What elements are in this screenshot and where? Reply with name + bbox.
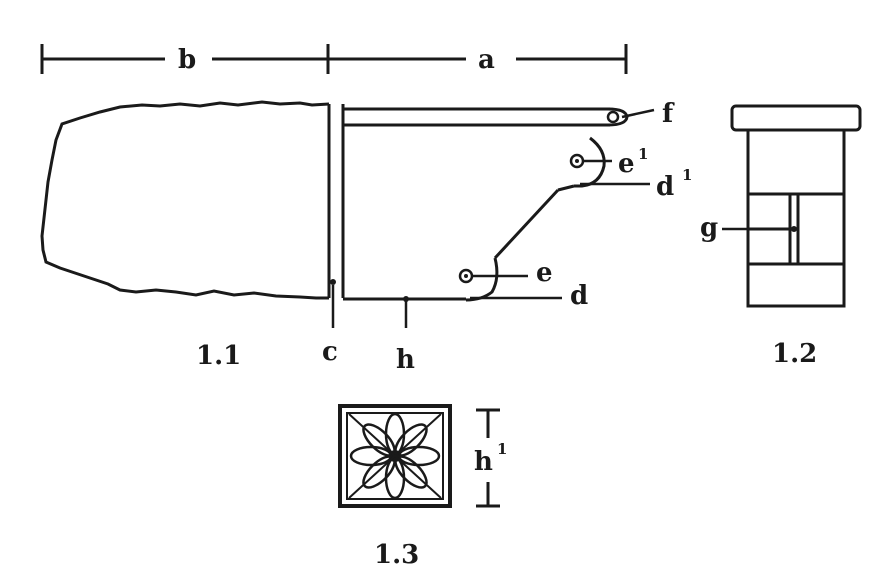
- post-c: [329, 104, 343, 298]
- label-b: b: [178, 45, 197, 75]
- figure-caption-1-3: 1.3: [374, 540, 420, 570]
- label-h1: h: [474, 447, 493, 477]
- figure-caption-1-1: 1.1: [196, 341, 242, 371]
- label-a: a: [478, 45, 495, 75]
- hull-outline: [42, 102, 329, 298]
- label-e1-sup: 1: [638, 145, 649, 163]
- rosette-ornament: [349, 414, 441, 498]
- label-e1: e: [618, 149, 635, 179]
- bottom-rail-h: [343, 296, 466, 302]
- figure-1-3: [340, 406, 507, 570]
- figure-1-1: [42, 44, 692, 375]
- label-f: f: [662, 99, 674, 129]
- top-beam: [343, 109, 627, 125]
- label-d1-sup: 1: [682, 166, 693, 184]
- figure-1-2: [700, 106, 860, 369]
- dimension-a: [328, 44, 626, 74]
- label-d: d: [570, 281, 589, 311]
- label-g: g: [700, 213, 719, 243]
- label-h: h: [396, 345, 415, 375]
- leader-lines: [333, 110, 654, 328]
- label-e: e: [536, 258, 553, 288]
- label-h1-sup: 1: [497, 440, 508, 458]
- figure-caption-1-2: 1.2: [772, 339, 818, 369]
- label-c: c: [322, 337, 338, 367]
- label-d1: d: [656, 172, 675, 202]
